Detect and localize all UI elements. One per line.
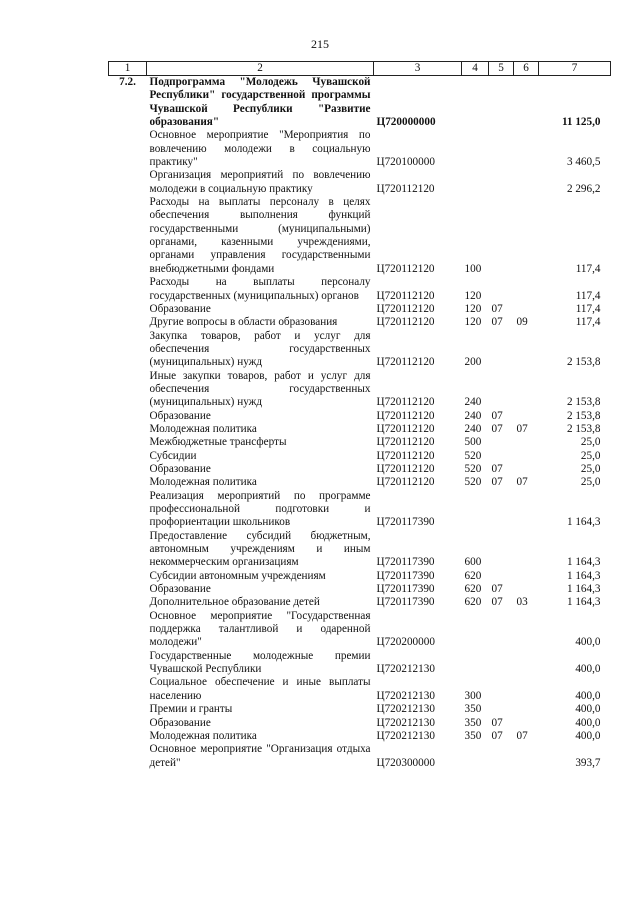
row-section	[489, 650, 514, 677]
row-name: Иные закупки товаров, работ и услуг для обеспечения государственных (муниципальных) нужд	[149, 369, 371, 409]
row-section	[489, 703, 514, 716]
row-number	[109, 596, 147, 609]
row-subsection	[514, 610, 539, 650]
header-cell: 2	[147, 62, 374, 76]
row-name: Дополнительное образование детей	[149, 596, 320, 609]
header-cell: 3	[374, 62, 462, 76]
row-amount: 2 296,2	[566, 182, 601, 195]
row-subsection	[514, 530, 539, 570]
row-number	[109, 717, 147, 730]
header-cell: 7	[539, 62, 611, 76]
row-number	[109, 676, 147, 703]
row-target-code: Ц720212130	[376, 729, 435, 742]
row-expense-type: 300	[464, 689, 482, 702]
row-name: Образование	[149, 583, 211, 596]
row-target-code: Ц720212130	[376, 716, 435, 729]
row-subsection: 09	[516, 316, 528, 329]
row-name: Основное мероприятие "Государственная поддержка талантливой и одаренной молодежи"	[149, 609, 371, 649]
row-name: Предоставление субсидий бюджетным, автономным учреждениям и иным некоммерческим организациям	[149, 529, 371, 569]
row-section	[489, 129, 514, 169]
row-section	[489, 276, 514, 303]
table-row	[109, 676, 611, 703]
row-target-code: Ц720112120	[376, 396, 435, 409]
row-amount: 117,4	[575, 302, 601, 315]
row-expense-type: 500	[464, 436, 482, 449]
row-name: Реализация мероприятий по программе профессиональной подготовки и профориентации школьников	[149, 489, 371, 529]
row-number: 7.2.	[119, 76, 136, 88]
row-section	[489, 330, 514, 370]
row-section	[489, 676, 514, 703]
row-subsection	[514, 76, 539, 130]
row-section	[489, 370, 514, 410]
row-subsection	[514, 650, 539, 677]
row-amount: 117,4	[575, 289, 601, 302]
row-number	[109, 196, 147, 276]
row-target-code: Ц720112120	[376, 409, 435, 422]
row-amount: 3 460,5	[566, 156, 601, 169]
row-name: Молодежная политика	[149, 476, 257, 489]
row-expense-type: 200	[464, 356, 482, 369]
row-amount: 117,4	[575, 262, 601, 275]
table-row	[109, 370, 611, 410]
row-number	[109, 463, 147, 476]
table-row	[109, 730, 611, 743]
row-amount: 25,0	[580, 462, 601, 475]
table-row	[109, 76, 611, 130]
row-amount: 2 153,8	[566, 396, 601, 409]
row-amount: 400,0	[575, 716, 601, 729]
row-subsection: 07	[516, 422, 528, 435]
row-expense-type: 120	[464, 302, 482, 315]
row-section: 07	[491, 409, 503, 422]
row-name: Образование	[149, 716, 211, 729]
row-number	[109, 476, 147, 489]
table-row	[109, 463, 611, 476]
row-section: 07	[491, 583, 503, 596]
table-row	[109, 316, 611, 329]
row-subsection	[514, 169, 539, 196]
row-amount: 2 153,8	[566, 422, 601, 435]
row-amount: 400,0	[575, 663, 601, 676]
row-target-code: Ц720000000	[376, 116, 436, 129]
row-target-code: Ц720112120	[376, 356, 435, 369]
row-expense-type: 240	[464, 409, 482, 422]
row-amount: 25,0	[580, 449, 601, 462]
row-expense-type: 350	[464, 716, 482, 729]
row-target-code: Ц720117390	[376, 583, 435, 596]
row-name: Молодежная политика	[149, 422, 257, 435]
row-number	[109, 316, 147, 329]
header-cell: 4	[462, 62, 489, 76]
row-section	[489, 436, 514, 449]
row-number	[109, 436, 147, 449]
row-subsection	[514, 129, 539, 169]
row-name: Субсидии автономным учреждениям	[149, 569, 326, 582]
budget-table	[108, 61, 611, 770]
row-target-code: Ц720117390	[376, 516, 435, 529]
table-row	[109, 410, 611, 423]
row-section: 07	[491, 316, 503, 329]
row-amount: 11 125,0	[561, 116, 601, 129]
row-section	[489, 196, 514, 276]
row-expense-type: 350	[464, 703, 482, 716]
row-section: 07	[491, 716, 503, 729]
row-target-code: Ц720112120	[376, 302, 435, 315]
row-amount: 1 164,3	[566, 583, 601, 596]
row-amount: 400,0	[575, 636, 601, 649]
row-expense-type: 100	[464, 262, 482, 275]
row-number	[109, 450, 147, 463]
row-expense-type: 240	[464, 396, 482, 409]
table-row	[109, 703, 611, 716]
table-row	[109, 423, 611, 436]
row-expense-type: 120	[464, 289, 482, 302]
row-expense-type	[462, 610, 489, 650]
row-target-code: Ц720112120	[376, 289, 435, 302]
row-target-code: Ц720212130	[376, 663, 435, 676]
row-number	[109, 330, 147, 370]
row-expense-type	[462, 129, 489, 169]
table-row	[109, 436, 611, 449]
header-cell: 6	[514, 62, 539, 76]
row-number	[109, 423, 147, 436]
row-target-code: Ц720212130	[376, 689, 435, 702]
row-subsection: 07	[516, 476, 528, 489]
row-expense-type: 520	[464, 476, 482, 489]
row-amount: 117,4	[575, 316, 601, 329]
row-name: Другие вопросы в области образования	[149, 316, 338, 329]
row-expense-type: 520	[464, 449, 482, 462]
row-subsection	[514, 436, 539, 449]
table-row	[109, 330, 611, 370]
row-name: Межбюджетные трансферты	[149, 436, 287, 449]
row-number	[109, 730, 147, 743]
table-row	[109, 196, 611, 276]
row-section	[489, 743, 514, 770]
row-target-code: Ц720117390	[376, 569, 435, 582]
row-section	[489, 610, 514, 650]
row-target-code: Ц720112120	[376, 449, 435, 462]
row-name: Образование	[149, 409, 211, 422]
row-subsection	[514, 490, 539, 530]
row-section: 07	[491, 462, 503, 475]
row-section	[489, 76, 514, 130]
table-row	[109, 717, 611, 730]
row-target-code: Ц720300000	[376, 756, 435, 769]
row-amount: 393,7	[575, 756, 601, 769]
row-subsection	[514, 570, 539, 583]
table-row	[109, 570, 611, 583]
table-row	[109, 596, 611, 609]
row-name: Государственные молодежные премии Чувашской Республики	[149, 649, 371, 676]
row-expense-type: 520	[464, 462, 482, 475]
row-amount: 2 153,8	[566, 409, 601, 422]
row-name: Образование	[149, 462, 211, 475]
row-target-code: Ц720112120	[376, 182, 435, 195]
row-number	[109, 169, 147, 196]
row-name: Расходы на выплаты персоналу государственных (муниципальных) органов	[149, 276, 371, 302]
row-name: Расходы на выплаты персоналу в целях обеспечения выполнения функций государственными (муниципальными) органами, казенными учреждениями, органами управления государственными внебюджетными фондами	[149, 196, 371, 275]
row-target-code: Ц720117390	[376, 596, 435, 609]
row-section	[489, 490, 514, 530]
row-number	[109, 570, 147, 583]
row-number	[109, 703, 147, 716]
row-name: Образование	[149, 302, 211, 315]
row-name: Молодежная политика	[149, 729, 257, 742]
page-number: 215	[311, 37, 329, 51]
row-expense-type: 620	[464, 569, 482, 582]
row-number	[109, 276, 147, 303]
row-expense-type: 240	[464, 422, 482, 435]
row-amount: 25,0	[580, 436, 601, 449]
row-target-code: Ц720212130	[376, 703, 435, 716]
table-row	[109, 476, 611, 489]
row-name: Закупка товаров, работ и услуг для обеспечения государственных (муниципальных) нужд	[149, 329, 371, 369]
row-subsection: 03	[516, 596, 528, 609]
row-amount: 2 153,8	[566, 356, 601, 369]
row-name: Социальное обеспечение и иные выплаты населению	[149, 676, 371, 702]
row-target-code: Ц720100000	[376, 156, 435, 169]
row-amount: 1 164,3	[566, 516, 601, 529]
row-target-code: Ц720200000	[376, 636, 435, 649]
row-subsection	[514, 303, 539, 316]
row-target-code: Ц720117390	[376, 556, 435, 569]
row-expense-type: 620	[464, 583, 482, 596]
row-target-code: Ц720112120	[376, 316, 435, 329]
row-amount: 25,0	[580, 476, 601, 489]
header-row	[109, 62, 611, 76]
row-section	[489, 570, 514, 583]
row-number	[109, 129, 147, 169]
row-target-code: Ц720112120	[376, 476, 435, 489]
table-row	[109, 129, 611, 169]
row-number	[109, 303, 147, 316]
row-expense-type	[462, 650, 489, 677]
row-amount: 400,0	[575, 703, 601, 716]
row-target-code: Ц720112120	[376, 262, 435, 275]
row-section: 07	[491, 596, 503, 609]
header-cell: 1	[109, 62, 147, 76]
table-row	[109, 743, 611, 770]
table-row	[109, 650, 611, 677]
row-subsection	[514, 330, 539, 370]
row-name: Организация мероприятий по вовлечению молодежи в социальную практику	[149, 169, 371, 195]
row-target-code: Ц720112120	[376, 462, 435, 475]
row-target-code: Ц720112120	[376, 422, 435, 435]
table-row	[109, 530, 611, 570]
row-number	[109, 743, 147, 770]
row-subsection	[514, 703, 539, 716]
row-section: 07	[491, 729, 503, 742]
row-amount: 1 164,3	[566, 596, 601, 609]
table-row	[109, 490, 611, 530]
row-expense-type: 620	[464, 596, 482, 609]
header-cell: 5	[489, 62, 514, 76]
row-subsection	[514, 676, 539, 703]
row-expense-type: 120	[464, 316, 482, 329]
row-target-code: Ц720112120	[376, 436, 435, 449]
row-subsection	[514, 410, 539, 423]
row-expense-type	[462, 169, 489, 196]
table-row	[109, 303, 611, 316]
row-section: 07	[491, 422, 503, 435]
row-section: 07	[491, 302, 503, 315]
row-expense-type	[462, 76, 489, 130]
row-subsection	[514, 463, 539, 476]
table-row	[109, 169, 611, 196]
row-subsection	[514, 370, 539, 410]
row-name: Основное мероприятие "Мероприятия по вовлечению молодежи в социальную практику"	[149, 129, 371, 169]
row-expense-type	[462, 490, 489, 530]
row-name: Основное мероприятие "Организация отдыха детей"	[149, 743, 371, 769]
row-section	[489, 450, 514, 463]
row-subsection	[514, 717, 539, 730]
row-subsection	[514, 583, 539, 596]
row-amount: 1 164,3	[566, 556, 601, 569]
row-section: 07	[491, 476, 503, 489]
row-name: Премии и гранты	[149, 703, 233, 716]
row-subsection	[514, 743, 539, 770]
row-subsection	[514, 450, 539, 463]
row-number	[109, 530, 147, 570]
row-number	[109, 650, 147, 677]
row-section	[489, 530, 514, 570]
row-section	[489, 169, 514, 196]
row-amount: 1 164,3	[566, 569, 601, 582]
row-number	[109, 490, 147, 530]
row-number	[109, 410, 147, 423]
row-expense-type: 600	[464, 556, 482, 569]
row-expense-type	[462, 743, 489, 770]
row-number	[109, 583, 147, 596]
row-number	[109, 610, 147, 650]
table-row	[109, 610, 611, 650]
row-subsection	[514, 196, 539, 276]
row-name: Подпрограмма "Молодежь Чувашской Республики" государственной программы Чувашской Республики "Развитие образования"	[149, 76, 371, 129]
row-amount: 400,0	[575, 729, 601, 742]
row-subsection	[514, 276, 539, 303]
table-row	[109, 583, 611, 596]
table-row	[109, 276, 611, 303]
table-row	[109, 450, 611, 463]
row-subsection: 07	[516, 729, 528, 742]
row-expense-type: 350	[464, 729, 482, 742]
row-name: Субсидии	[149, 449, 197, 462]
row-amount: 400,0	[575, 689, 601, 702]
row-number	[109, 370, 147, 410]
